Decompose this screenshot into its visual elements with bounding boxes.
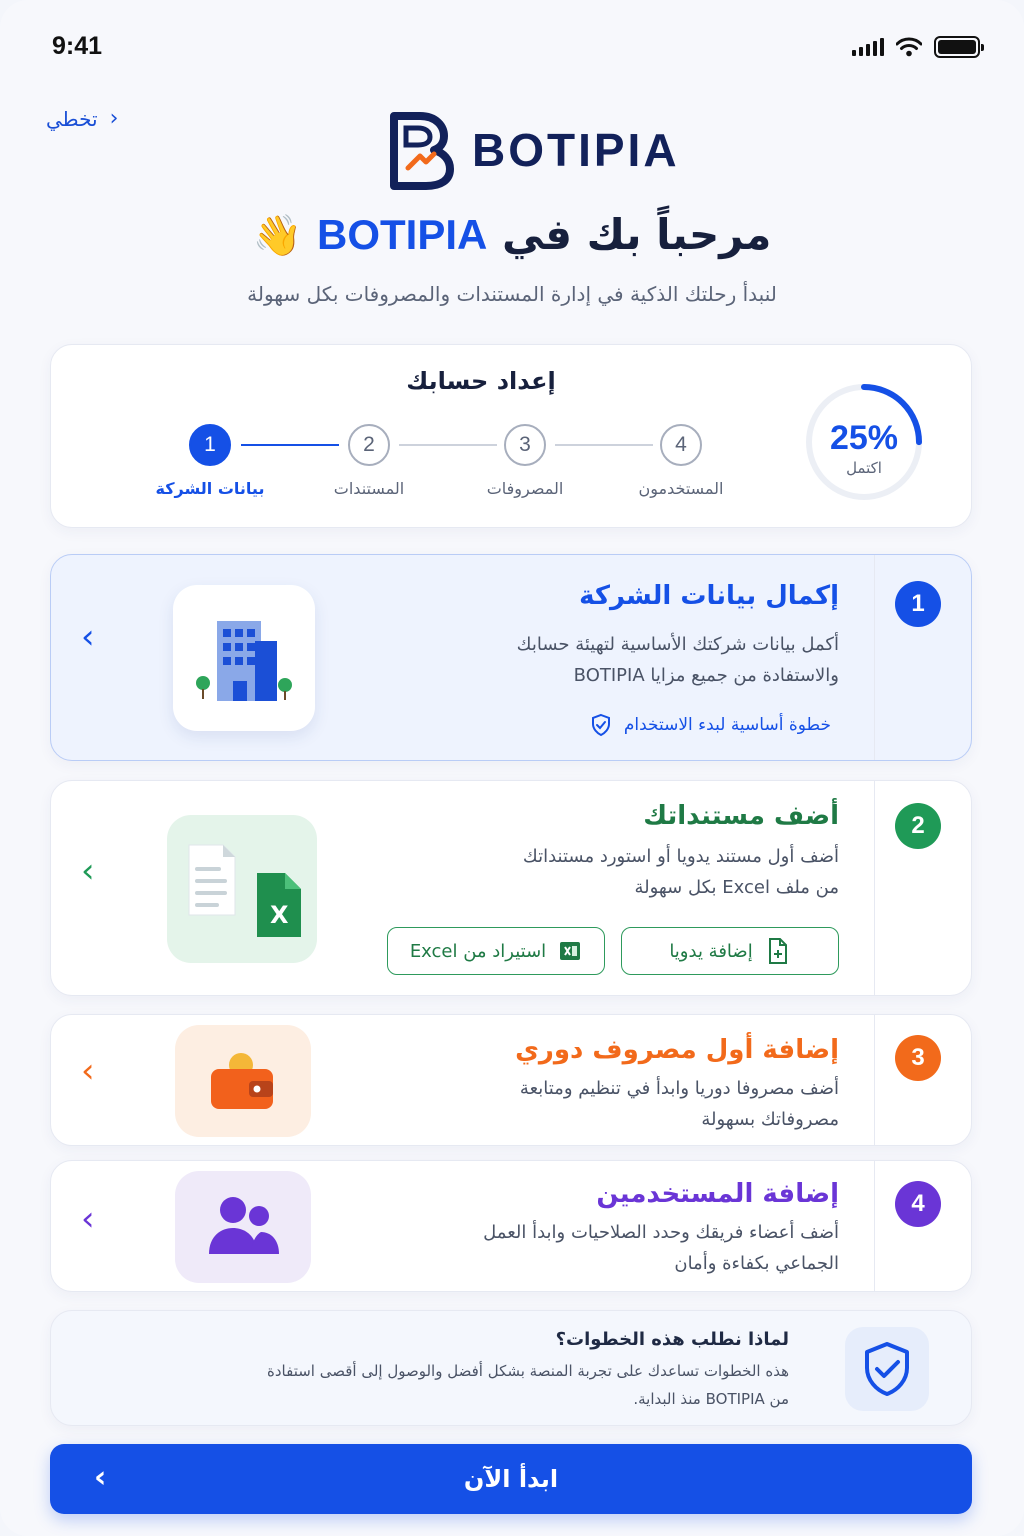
step-connector: [399, 444, 497, 446]
task-title: إضافة المستخدمين: [596, 1179, 839, 1209]
status-bar: [0, 0, 1024, 90]
task-desc-line: والاستفادة من جميع مزايا BOTIPIA: [573, 665, 839, 686]
task-title: إكمال بيانات الشركة: [579, 581, 839, 611]
start-now-label: ابدأ الآن: [463, 1465, 559, 1493]
step-connector: [241, 444, 339, 446]
task-number-badge: 2: [895, 803, 941, 849]
task-number-badge: 1: [895, 581, 941, 627]
add-manually-label: إضافة يدويا: [669, 940, 753, 962]
step-connector: [555, 444, 653, 446]
why-text: [189, 1357, 789, 1413]
skip-button[interactable]: [46, 106, 118, 131]
start-now-button[interactable]: [50, 1444, 972, 1514]
step-1-label: بيانات الشركة: [155, 479, 265, 498]
setup-progress-card: [50, 344, 972, 528]
why-steps-card: [50, 1310, 972, 1426]
step-4-label: المستخدمون: [638, 479, 724, 498]
task-number-badge: 3: [895, 1035, 941, 1081]
task-desc-line: أضف أول مستند يدويا أو استورد مستنداتك: [522, 846, 839, 867]
progress-percent: 25%: [829, 419, 899, 457]
shield-check-icon: [590, 713, 612, 737]
wifi-icon: [896, 37, 922, 57]
chevron-left-icon[interactable]: ‹: [81, 1199, 95, 1239]
step-3-label: المصروفات: [486, 479, 564, 498]
task-note: [590, 713, 831, 737]
chevron-right-icon: ›: [94, 1460, 107, 1495]
chevron-left-icon[interactable]: ‹: [81, 1051, 95, 1091]
task-desc-line: أضف مصروفا دوريا وابدأ في تنظيم ومتابعة: [519, 1078, 839, 1099]
step-4-dot[interactable]: 4: [660, 424, 702, 466]
chevron-left-icon[interactable]: ‹: [81, 851, 95, 891]
shield-check-icon: [845, 1327, 929, 1411]
excel-icon: [558, 939, 582, 963]
battery-icon: [934, 36, 980, 58]
add-manually-button[interactable]: [621, 927, 839, 975]
progress-caption: اكتمل: [846, 459, 882, 477]
step-2-dot[interactable]: 2: [348, 424, 390, 466]
wallet-icon: [175, 1025, 311, 1137]
status-time: 9:41: [52, 32, 103, 60]
welcome-brand: BOTIPIA: [317, 211, 488, 258]
task-card-company-info[interactable]: [50, 554, 972, 761]
waving-hand-icon: 👋: [252, 213, 303, 259]
task-description: [419, 841, 839, 903]
welcome-prefix: مرحباً بك في: [501, 210, 772, 259]
task-title: أضف مستنداتك: [643, 801, 839, 831]
task-divider: [874, 1161, 875, 1291]
setup-title: إعداد حسابك: [406, 367, 556, 395]
chevron-left-icon[interactable]: ‹: [81, 617, 95, 657]
task-title: إضافة أول مصروف دوري: [515, 1035, 839, 1065]
task-description: [419, 1073, 839, 1135]
task-divider: [874, 781, 875, 995]
task-card-documents[interactable]: [50, 780, 972, 996]
signal-icon: [852, 38, 884, 56]
step-2-label: المستندات: [333, 479, 405, 498]
documents-excel-icon: [167, 815, 317, 963]
why-title: لماذا نطلب هذه الخطوات؟: [555, 1329, 789, 1350]
arrow-right-icon: ›: [109, 106, 119, 131]
task-desc-line: أكمل بيانات شركتك الأساسية لتهيئة حسابك: [516, 634, 839, 655]
step-1-dot[interactable]: 1: [189, 424, 231, 466]
task-desc-line: مصروفاتك بسهولة: [701, 1109, 839, 1130]
task-divider: [874, 555, 875, 760]
why-text-line: هذه الخطوات تساعدك على تجربة المنصة بشكل أفضل والوصول إلى أقصى استفادة: [267, 1362, 789, 1380]
task-desc-line: أضف أعضاء فريقك وحدد الصلاحيات وابدأ العمل: [483, 1222, 839, 1243]
why-text-line: من BOTIPIA منذ البداية.: [633, 1390, 789, 1408]
skip-label: تخطي: [46, 106, 98, 131]
logo-text: BOTIPIA: [472, 124, 680, 176]
botipia-logo-icon: [388, 110, 454, 190]
task-divider: [874, 1015, 875, 1145]
task-number-badge: 4: [895, 1181, 941, 1227]
welcome-heading: [0, 210, 1024, 259]
building-icon: [173, 585, 315, 731]
file-plus-icon: [765, 937, 791, 965]
task-desc-line: الجماعي بكفاءة وأمان: [674, 1253, 839, 1274]
task-note-text: خطوة أساسية لبدء الاستخدام: [623, 715, 831, 735]
task-card-expense[interactable]: [50, 1014, 972, 1146]
brand-logo: [388, 110, 680, 190]
import-excel-button[interactable]: [387, 927, 605, 975]
status-icons: [852, 36, 980, 58]
users-icon: [175, 1171, 311, 1283]
svg-text:X: X: [270, 901, 289, 929]
welcome-subtitle: لنبدأ رحلتك الذكية في إدارة المستندات والمصروفات بكل سهولة: [247, 282, 777, 306]
task-description: [419, 629, 839, 691]
task-description: [419, 1217, 839, 1279]
task-desc-line: من ملف Excel بكل سهولة: [634, 877, 839, 898]
import-excel-label: استيراد من Excel: [409, 940, 547, 962]
step-3-dot[interactable]: 3: [504, 424, 546, 466]
task-card-users[interactable]: [50, 1160, 972, 1292]
